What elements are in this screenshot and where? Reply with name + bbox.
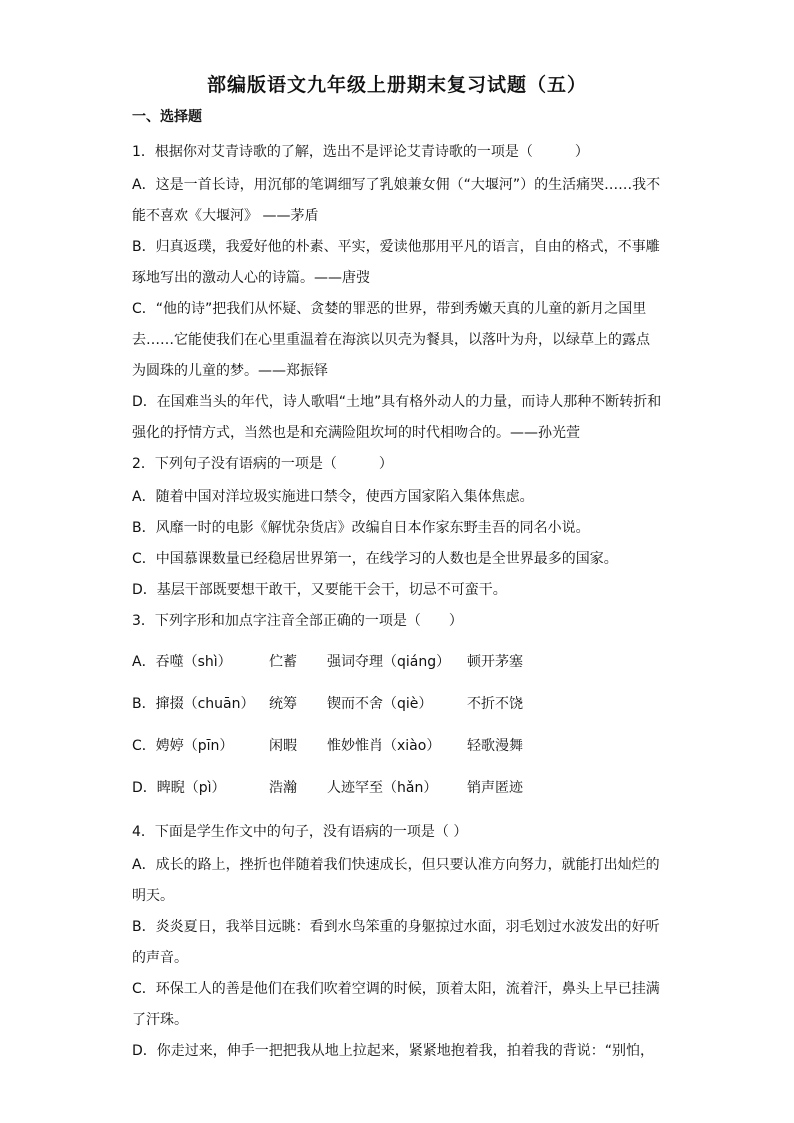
question-3 xyxy=(132,606,662,809)
question-4-option-b: B．炎炎夏日，我举目远眺：看到水鸟笨重的身躯掠过水面，羽毛划过水波发出的好听的声音。 xyxy=(132,919,660,966)
question-4 xyxy=(132,817,662,1067)
question-4-option-d: D．你走过来，伸手一把把我从地上拉起来，紧紧地抱着我，拍着我的背说：“别怕， xyxy=(132,1043,655,1059)
option-word-4: 顿开茅塞 xyxy=(467,654,523,670)
option-word-2: 伫蓄 xyxy=(269,654,297,670)
question-2-option-c: C．中国慕课数量已经稳居世界第一，在线学习的人数也是全世界最多的国家。 xyxy=(132,551,618,567)
option-word-3: 强词夺理（qiáng） xyxy=(327,654,451,670)
option-word-3: 惟妙惟肖（xiào） xyxy=(327,738,441,754)
option-word-2: 统筹 xyxy=(269,696,297,712)
question-2 xyxy=(132,449,662,606)
option-word-1: B．撺掇（chuān） xyxy=(132,696,255,712)
question-1-option-b: B．归真返璞，我爱好他的朴素、平实，爱读他那用平凡的语言，自由的格式，不事雕琢地写出的激动人心的诗篇。——唐弢 xyxy=(132,239,660,286)
question-3-option-b xyxy=(132,683,662,725)
question-2-option-a: A．随着中国对洋垃圾实施进口禁令，使西方国家陷入集体焦虑。 xyxy=(132,489,534,505)
question-3-option-c xyxy=(132,725,662,767)
question-3-option-d xyxy=(132,767,662,809)
option-word-3: 人迹罕至（hǎn） xyxy=(327,780,438,796)
question-1 xyxy=(132,137,662,449)
question-1-option-d: D．在国难当头的年代，诗人歌唱“土地”具有格外动人的力量，而诗人那种不断转折和强化的抒情方式，当然也是和充满险阻坎坷的时代相吻合的。——孙光萱 xyxy=(132,394,662,441)
question-1-option-c: C．“他的诗”把我们从怀疑、贪婪的罪恶的世界，带到秀嫩天真的儿童的新月之国里去……它能使我们在心里重温着在海滨以贝壳为餐具，以落叶为舟，以绿草上的露点为圆珠的儿童的梦。——郑振铎 xyxy=(132,301,650,379)
question-2-option-d: D．基层干部既要想干敢干，又要能干会干，切忌不可蛮干。 xyxy=(132,582,507,598)
option-word-4: 销声匿迹 xyxy=(467,780,523,796)
question-3-stem: 3．下列字形和加点字注音全部正确的一项是（ ） xyxy=(132,613,463,629)
option-word-4: 不折不饶 xyxy=(467,696,523,712)
question-4-option-a: A．成长的路上，挫折也伴随着我们快速成长，但只要认准方向努力，就能打出灿烂的明天。 xyxy=(132,857,660,904)
question-3-option-a xyxy=(132,641,662,683)
question-4-option-c: C．环保工人的善是他们在我们吹着空调的时候，顶着太阳，流着汗，鼻头上早已挂满了汗珠。 xyxy=(132,981,660,1028)
option-word-2: 浩瀚 xyxy=(269,780,297,796)
document-title: 部编版语文九年级上册期末复习试题（五） xyxy=(206,74,587,96)
option-word-1: D．睥睨（pì） xyxy=(132,780,226,796)
option-word-2: 闲暇 xyxy=(269,738,297,754)
question-1-stem: 1．根据你对艾青诗歌的了解，选出不是评论艾青诗歌的一项是（ ） xyxy=(132,144,589,160)
option-word-1: A．吞噬（shì） xyxy=(132,654,232,670)
option-word-3: 锲而不舍（qiè） xyxy=(327,696,433,712)
section-heading: 一、选择题 xyxy=(132,109,202,125)
question-1-option-a: A．这是一首长诗，用沉郁的笔调细写了乳娘兼女佣（“大堰河”）的生活痛哭……我不能不喜欢《大堰河》 ——茅盾 xyxy=(132,177,661,224)
question-2-option-b: B．风靡一时的电影《解忧杂货店》改编自日本作家东野圭吾的同名小说。 xyxy=(132,520,590,536)
option-word-4: 轻歌漫舞 xyxy=(467,738,523,754)
option-word-1: C．娉婷（pīn） xyxy=(132,738,234,754)
question-2-stem: 2．下列句子没有语病的一项是（ ） xyxy=(132,456,393,472)
question-4-stem: 4．下面是学生作文中的句子，没有语病的一项是（ ） xyxy=(132,824,468,840)
